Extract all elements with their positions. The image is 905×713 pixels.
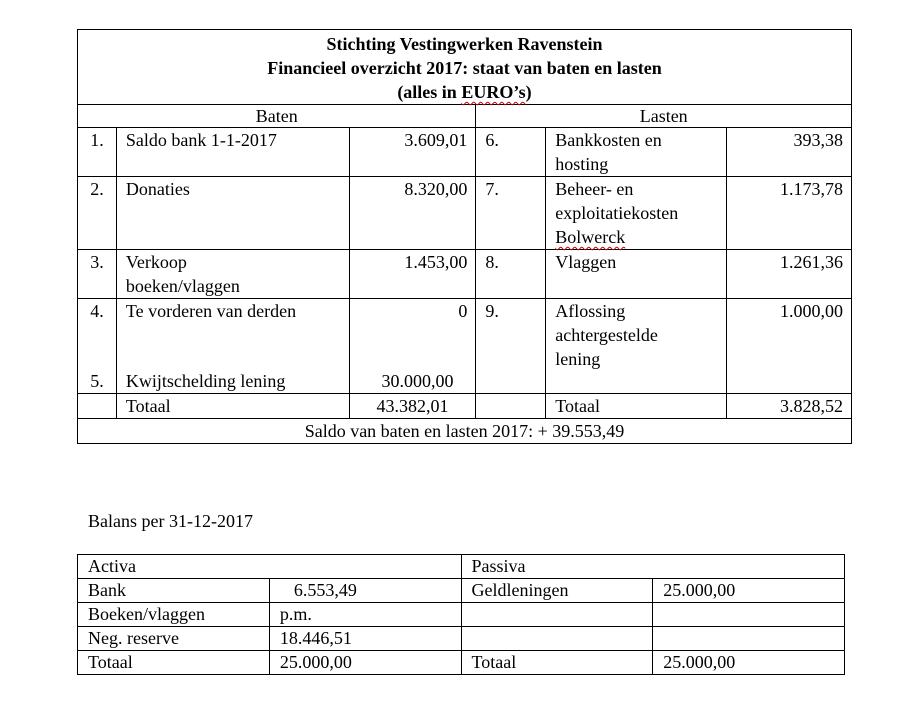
org-title: Stichting Vestingwerken Ravenstein (326, 34, 603, 54)
passiva-value: 25.000,00 (653, 579, 845, 603)
passiva-label (461, 603, 653, 627)
row-number: 1. (78, 128, 117, 177)
baten-description: Verkoop boeken/vlaggen (116, 250, 349, 299)
currency-note: (alles in EURO’s) (397, 82, 532, 102)
report-header (78, 30, 852, 105)
baten-description: Saldo bank 1-1-2017 (116, 128, 349, 177)
activa-total-label: Totaal (78, 651, 270, 675)
lasten-amount: 1.173,78 (727, 177, 852, 250)
baten-lasten-table (77, 29, 852, 444)
passiva-value (653, 627, 845, 651)
lasten-amount: 393,38 (727, 128, 852, 177)
baten-amount: 1.453,00 (349, 250, 476, 299)
activa-value: 6.553,49 (269, 579, 461, 603)
lasten-description: Beheer- en exploitatiekosten Bolwerck (546, 177, 727, 250)
lasten-header: Lasten (476, 105, 852, 128)
activa-total: 25.000,00 (269, 651, 461, 675)
balans-table (77, 554, 845, 675)
passiva-value (653, 603, 845, 627)
lasten-description: Vlaggen (546, 250, 727, 299)
row-number: 4. 5. (78, 299, 117, 394)
passiva-total: 25.000,00 (653, 651, 845, 675)
activa-label: Bank (78, 579, 270, 603)
passiva-label: Geldleningen (461, 579, 653, 603)
activa-value: 18.446,51 (269, 627, 461, 651)
balans-title: Balans per 31-12-2017 (88, 511, 253, 531)
baten-amount: 8.320,00 (349, 177, 476, 250)
report-title: Financieel overzicht 2017: staat van baten en lasten (267, 58, 662, 78)
baten-total: 43.382,01 (349, 394, 476, 419)
baten-amount: 3.609,01 (349, 128, 476, 177)
row-number: 7. (476, 177, 546, 250)
saldo-line: Saldo van baten en lasten 2017: + 39.553,49 (78, 419, 852, 444)
row-number: 6. (476, 128, 546, 177)
lasten-description: Aflossing achtergestelde lening (546, 299, 727, 394)
row-number: 2. (78, 177, 117, 250)
baten-header: Baten (78, 105, 476, 128)
activa-label: Boeken/vlaggen (78, 603, 270, 627)
row-number: 3. (78, 250, 117, 299)
passiva-total-label: Totaal (461, 651, 653, 675)
row-number: 8. (476, 250, 546, 299)
baten-amount: 0 30.000,00 (349, 299, 476, 394)
row-number: 9. (476, 299, 546, 394)
activa-value: p.m. (269, 603, 461, 627)
lasten-amount: 1.261,36 (727, 250, 852, 299)
baten-description: Donaties (116, 177, 349, 250)
baten-total-label: Totaal (116, 394, 349, 419)
activa-label: Neg. reserve (78, 627, 270, 651)
lasten-total: 3.828,52 (727, 394, 852, 419)
activa-header: Activa (78, 555, 462, 579)
passiva-header: Passiva (461, 555, 844, 579)
lasten-description: Bankkosten en hosting (546, 128, 727, 177)
passiva-label (461, 627, 653, 651)
lasten-total-label: Totaal (546, 394, 727, 419)
lasten-amount: 1.000,00 (727, 299, 852, 394)
baten-description: Te vorderen van derden Kwijtschelding lening (116, 299, 349, 394)
